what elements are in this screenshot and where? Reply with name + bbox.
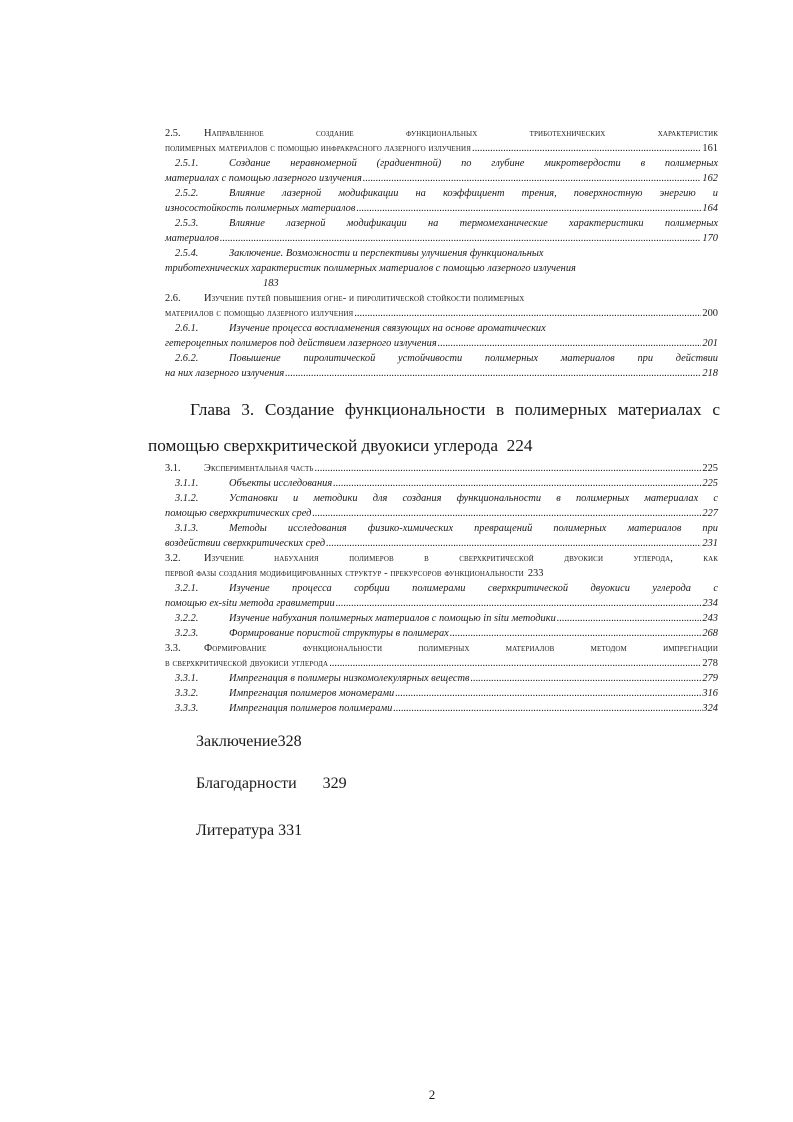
chapter-3-heading[interactable]: Глава 3. Создание функциональности в полимерных материалах с помощью сверхкритической двуокиси углерода 224	[148, 400, 720, 455]
toc-entry-3-3-1[interactable]: 3.3.1. Импрегнация в полимеры низкомолекулярных веществ ..... 279	[165, 671, 718, 686]
toc-entry-3-1-2[interactable]: 3.1.2. Установки и методики для создания функциональности в полимерных материалах с помощью сверхкритических сред ..... 227	[165, 491, 718, 521]
toc-entry-conclusion[interactable]: Заключение328	[196, 733, 302, 750]
toc-entry-literature[interactable]: Литература 331	[196, 822, 303, 839]
thanks-page: 329	[322, 775, 347, 792]
toc-entry-3-1-1[interactable]: 3.1.1. Объекты исследования ..... 225	[165, 476, 718, 491]
toc-page: 161	[702, 143, 718, 154]
toc-entry-2-5-3[interactable]: 2.5.3. Влияние лазерной модификации на термомеханические характеристики полимерных материалов ..... 170	[165, 216, 718, 246]
chapter-3-page: 224	[506, 436, 533, 455]
toc-entry-2-5-4[interactable]: 2.5.4. Заключение. Возможности и перспективы улучшения функциональных триботехнических характеристик полимерных материалов с помощью лазерного излучения 183	[165, 248, 576, 289]
toc-entry-3-1[interactable]: 3.1. Экспериментальная часть ..... 225	[165, 461, 718, 476]
toc-entry-2-5[interactable]: 2.5. Направленное создание функциональных триботехнических характеристик полимерных материалов с помощью инфракрасного лазерного излучения ..... 161	[165, 126, 718, 156]
toc-entry-3-3-3[interactable]: 3.3.3. Импрегнация полимеров полимерами ..... 324	[165, 701, 718, 716]
toc-block-chapter-2	[165, 126, 718, 381]
toc-entry-3-2-2[interactable]: 3.2.2. Изучение набухания полимерных материалов с помощью in situ методики ..... 243	[165, 611, 718, 626]
toc-entry-2-5-1[interactable]: 2.5.1. Создание неравномерной (градиентной) по глубине микротвердости в полимерных материалах с помощью лазерного излучения ..... 162	[165, 156, 718, 186]
page-number: 2	[428, 1087, 436, 1102]
conclusion-page: 328	[277, 733, 302, 750]
toc-entry-2-6-1[interactable]: 2.6.1. Изучение процесса воспламенения связующих на основе ароматических гетероцепных полимеров под действием лазерного излучения ..... 201	[165, 321, 718, 351]
toc-entry-3-3[interactable]: 3.3. Формирование функциональности полимерных материалов методом импрегнации в сверхкритической двуокиси углерода ..... 278	[165, 641, 718, 671]
toc-block-chapter-3	[165, 461, 718, 716]
toc-entry-3-2[interactable]: 3.2. Изучение набухания полимеров в сверхкритической двуокиси углерода, как первой фазы создания модифицированных структур - прекурсоров функциональности 233	[165, 553, 718, 579]
toc-entry-3-3-2[interactable]: 3.3.2. Импрегнация полимеров мономерами ..... 316	[165, 686, 718, 701]
toc-entry-2-6[interactable]: 2.6. Изучение путей повышения огне- и пиролитической стойкости полимерных материалов с помощью лазерного излучения ..... 200	[165, 291, 718, 321]
toc-entry-thanks[interactable]: Благодарности 329	[196, 775, 347, 792]
toc-entry-2-6-2[interactable]: 2.6.2. Повышение пиролитической устойчивости полимерных материалов при действии на них лазерного излучения ..... 218	[165, 351, 718, 381]
toc-entry-3-1-3[interactable]: 3.1.3. Методы исследования физико-химических превращений полимерных материалов при воздействии сверхкритических сред ..... 231	[165, 521, 718, 551]
toc-entry-3-2-3[interactable]: 3.2.3. Формирование пористой структуры в полимерах ..... 268	[165, 626, 718, 641]
toc-entry-2-5-2[interactable]: 2.5.2. Влияние лазерной модификации на коэффициент трения, поверхностную энергию и износостойкость полимерных материалов ..... 164	[165, 186, 718, 216]
literature-page: 331	[278, 822, 303, 839]
toc-entry-3-2-1[interactable]: 3.2.1. Изучение процесса сорбции полимерами сверхкритической двуокиси углерода с помощью ex-situ метода гравиметрии ..... 234	[165, 581, 718, 611]
